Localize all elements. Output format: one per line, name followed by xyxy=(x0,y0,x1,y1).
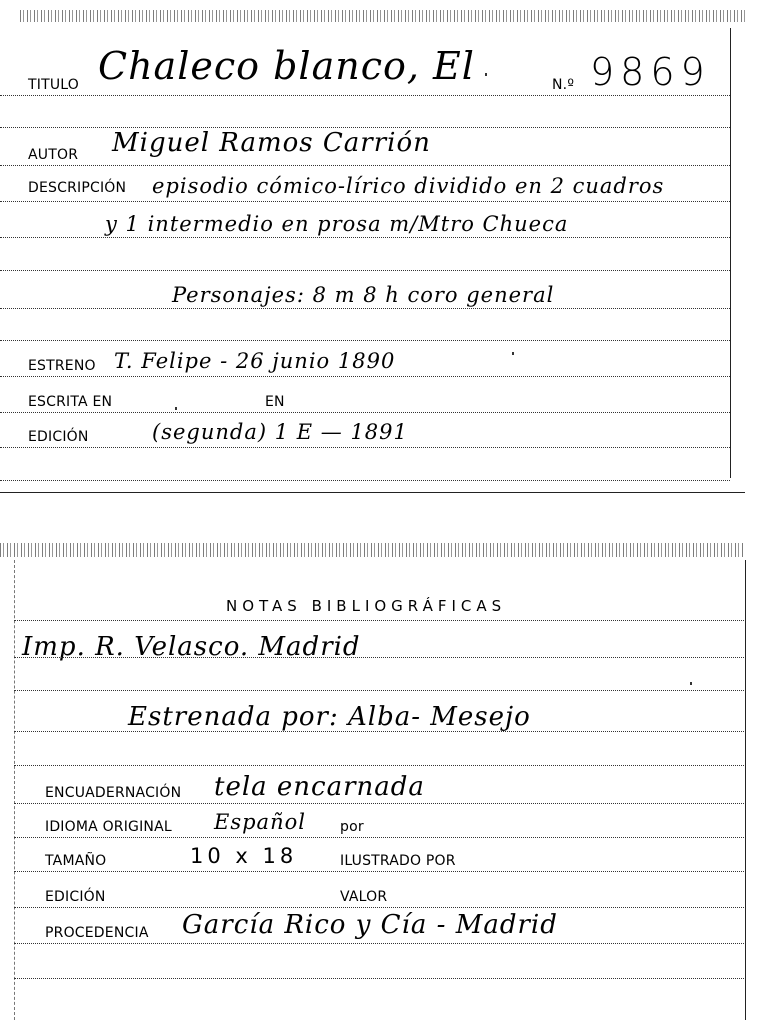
descripcion-label: DESCRIPCIÓN xyxy=(28,180,127,196)
autor-line xyxy=(0,165,730,166)
descripcion-line-rule-3 xyxy=(0,270,730,271)
encuadernacion-line xyxy=(14,803,744,804)
notas-line-4 xyxy=(14,765,744,766)
tamano-label: TAMAÑO xyxy=(45,853,107,869)
idioma-line xyxy=(14,837,744,838)
idioma-value: Español xyxy=(214,810,306,834)
edicion-label: EDICIÓN xyxy=(28,429,89,445)
notas-line-1 xyxy=(14,657,744,658)
tamano-line xyxy=(14,871,744,872)
autor-label: AUTOR xyxy=(28,147,79,163)
edicion-value: (segunda) 1 E — 1891 xyxy=(152,420,408,444)
titulo-label: TITULO xyxy=(28,77,79,93)
procedencia-value: García Rico y Cía - Madrid xyxy=(182,910,558,940)
notas-line-3 xyxy=(14,731,744,732)
notas-line-0 xyxy=(14,620,744,621)
procedencia-label: PROCEDENCIA xyxy=(45,925,149,941)
descripcion-line-3: Personajes: 8 m 8 h coro general xyxy=(172,283,555,307)
edicion2-label: EDICIÓN xyxy=(45,889,106,905)
ilustrado-label: ILUSTRADO POR xyxy=(340,853,456,869)
titulo-line xyxy=(0,95,730,96)
torn-edge-top xyxy=(20,10,745,22)
estreno-value: T. Felipe - 26 junio 1890 xyxy=(114,349,396,373)
descripcion-line-rule-4 xyxy=(0,308,730,309)
valor-label: VALOR xyxy=(340,889,388,905)
stray-mark xyxy=(175,407,177,410)
nota-estrenada: Estrenada por: Alba- Mesejo xyxy=(128,702,531,732)
encuadernacion-label: ENCUADERNACIÓN xyxy=(45,785,182,801)
blank-line-4 xyxy=(14,978,744,979)
blank-line-2 xyxy=(0,340,730,341)
escrita-line xyxy=(0,412,730,413)
torn-edge-bottom-card xyxy=(0,543,745,557)
numero-label: N.º xyxy=(552,77,575,93)
notas-line-2 xyxy=(14,690,744,691)
idioma-label: IDIOMA ORIGINAL xyxy=(45,819,172,835)
stray-mark xyxy=(512,352,514,355)
stray-mark xyxy=(485,73,487,76)
estreno-line xyxy=(0,376,730,377)
descripcion-line-rule-2 xyxy=(0,237,730,238)
nota-imprenta: Imp. R. Velasco. Madrid xyxy=(22,632,361,662)
descripcion-line-rule-1 xyxy=(0,201,730,202)
tamano-value: 10 x 18 xyxy=(190,844,298,868)
escrita-label: ESCRITA EN xyxy=(28,394,113,410)
stray-mark xyxy=(690,682,692,685)
titulo-value: Chaleco blanco, El xyxy=(98,44,475,88)
blank-line-3 xyxy=(0,480,730,481)
edicion-line xyxy=(0,447,730,448)
autor-value: Miguel Ramos Carrión xyxy=(112,128,431,158)
notas-heading: NOTAS BIBLIOGRÁFICAS xyxy=(226,597,507,615)
descripcion-line-2: y 1 intermedio en prosa m/Mtro Chueca xyxy=(105,212,569,236)
edicion2-line xyxy=(14,907,744,908)
descripcion-line-1: episodio cómico-lírico dividido en 2 cuadros xyxy=(152,174,665,198)
card-separator xyxy=(0,492,745,493)
encuadernacion-value: tela encarnada xyxy=(214,772,425,802)
numero-value: 9869 xyxy=(590,50,711,94)
procedencia-line xyxy=(14,943,744,944)
por-label: por xyxy=(340,819,364,835)
estreno-label: ESTRENO xyxy=(28,358,96,374)
en-label: EN xyxy=(265,394,285,410)
